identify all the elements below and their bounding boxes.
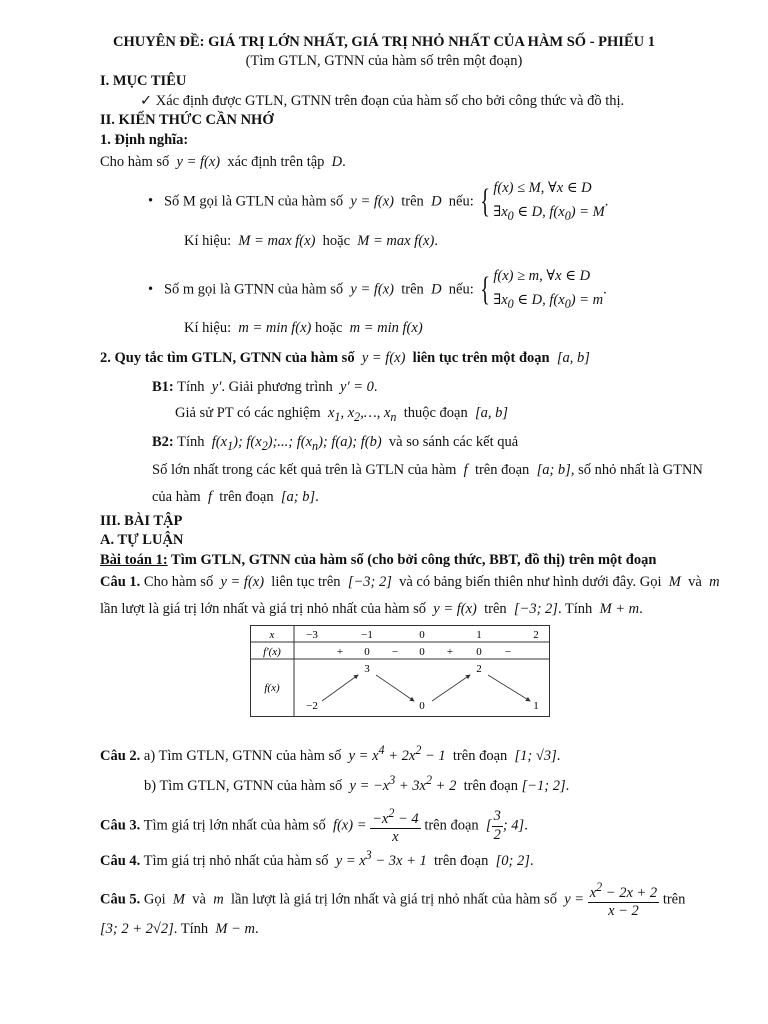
decrease-arrow	[376, 675, 414, 701]
question-1-line-1: Câu 1. Cho hàm số y = f(x) liên tục trên [−3; 2] và có bảng biến thiên như hình dưới đây. Gọi M và m	[100, 574, 720, 590]
table-sign: +	[336, 646, 344, 658]
table-f-value: 3	[364, 663, 370, 675]
section-1-objective: ✓ Xác định được GTLN, GTNN trên đoạn của hàm số cho bởi công thức và đồ thị.	[140, 93, 625, 109]
table-sign: 0	[419, 646, 425, 658]
problem-heading: Bài toán 1: Tìm GTLN, GTNN của hàm số (cho bởi công thức, BBT, đồ thị) trên một đoạn	[100, 552, 657, 568]
increase-arrow	[432, 675, 470, 701]
table-x-value: 2	[533, 629, 539, 641]
step-2: B2: Tính $f(x_1)$; $f(x_2)$;...; $f(x_n)$; f(a); f(b) và so sánh các kết quả	[152, 434, 519, 453]
table-f-value: 2	[476, 663, 482, 675]
rule-heading: 2. Quy tắc tìm GTLN, GTNN của hàm số y = f(x) liên tục trên một đoạn [a, b]	[100, 350, 590, 366]
table-x-label: x	[269, 629, 275, 641]
subsection-heading: A. TỰ LUẬN	[100, 532, 184, 548]
table-sign: −	[391, 646, 399, 658]
table-sign: +	[446, 646, 454, 658]
table-f-value: 0	[419, 700, 425, 712]
conclusion-line-2: của hàm f trên đoạn [a; b].	[152, 489, 319, 505]
conclusion-line-1: Số lớn nhất trong các kết quả trên là GTLN của hàm f trên đoạn [a; b], số nhỏ nhất là GTNN	[152, 462, 703, 478]
step-1: B1: Tính y′. Giải phương trình y′ = 0.	[152, 379, 378, 395]
table-x-value: −3	[306, 629, 318, 641]
max-notation: Kí hiệu: M = max f(x) hoặc M = max f(x).	[184, 233, 438, 249]
table-sign: 0	[364, 646, 370, 658]
increase-arrow	[322, 675, 358, 701]
table-border	[251, 626, 550, 717]
variation-table	[250, 625, 550, 717]
decrease-arrow	[488, 675, 530, 701]
table-f-value: 1	[533, 700, 539, 712]
section-2-heading: II. KIẾN THỨC CẦN NHỚ	[100, 112, 274, 128]
question-3: Câu 3. Tìm giá trị lớn nhất của hàm số f(x) = $\frac{-x^2 - 4}{x}$ trên đoạn [ $\frac{3}{2}$ ; 4].	[100, 806, 528, 846]
table-sign: 0	[476, 646, 482, 658]
question-5-line-1: Câu 5. Gọi M và m lần lượt là giá trị lớn nhất và giá trị nhỏ nhất của hàm số y = $\frac{x^2 - 2x + 2}{x - 2}$ trên	[100, 880, 686, 920]
step-1-assumption: Giả sử PT có các nghiệm $x_1$, $x_2,\dots$, $x_n$ thuộc đoạn [a, b]	[175, 405, 509, 424]
page-title: CHUYÊN ĐỀ: GIÁ TRỊ LỚN NHẤT, GIÁ TRỊ NHỎ NHẤT CỦA HÀM SỐ - PHIẾU 1	[113, 34, 655, 50]
min-definition: • Số m gọi là GTNN của hàm số y = f(x) trên D nếu: { f(x) ≥ m, ∀x ∈ D $\exists x_0$ ∈ D, $f(x_0) = m$ .	[148, 268, 607, 311]
question-2b: b) Tìm GTLN, GTNN của hàm số $y = -x^3 + 3x^2 + 2$ trên đoạn [−1; 2].	[144, 773, 570, 794]
table-f-label: f(x)	[264, 682, 280, 694]
question-2a: Câu 2. a) Tìm GTLN, GTNN của hàm số $y = x^4 + 2x^2 - 1$ trên đoạn [1; √3].	[100, 743, 561, 764]
table-x-value: 1	[476, 629, 482, 641]
table-fprime-label: f′(x)	[263, 646, 281, 658]
table-x-value: 0	[419, 629, 425, 641]
max-definition: • Số M gọi là GTLN của hàm số y = f(x) trên D nếu: { f(x) ≤ M, ∀x ∈ D $\exists x_0$ ∈ D, $f(x_0) = M$ .	[148, 180, 609, 223]
question-5-line-2: [3; 2 + 2√2]. Tính M − m.	[100, 921, 259, 937]
question-4: Câu 4. Tìm giá trị nhỏ nhất của hàm số $y = x^3 - 3x + 1$ trên đoạn [0; 2].	[100, 848, 534, 869]
table-f-value: −2	[306, 700, 318, 712]
table-sign: −	[504, 646, 512, 658]
question-1-line-2: lần lượt là giá trị lớn nhất và giá trị nhỏ nhất của hàm số y = f(x) trên [−3; 2]. Tính M + m.	[100, 601, 643, 617]
section-1-heading: I. MỤC TIÊU	[100, 73, 187, 89]
definition-intro: Cho hàm số y = f(x) xác định trên tập D.	[100, 154, 346, 170]
section-3-heading: III. BÀI TẬP	[100, 513, 183, 529]
table-x-value: −1	[361, 629, 373, 641]
definition-heading: 1. Định nghĩa:	[100, 132, 189, 148]
min-notation: Kí hiệu: m = min f(x) hoặc m = min f(x)	[184, 320, 423, 336]
page-subtitle: (Tìm GTLN, GTNN của hàm số trên một đoạn)	[245, 53, 523, 69]
